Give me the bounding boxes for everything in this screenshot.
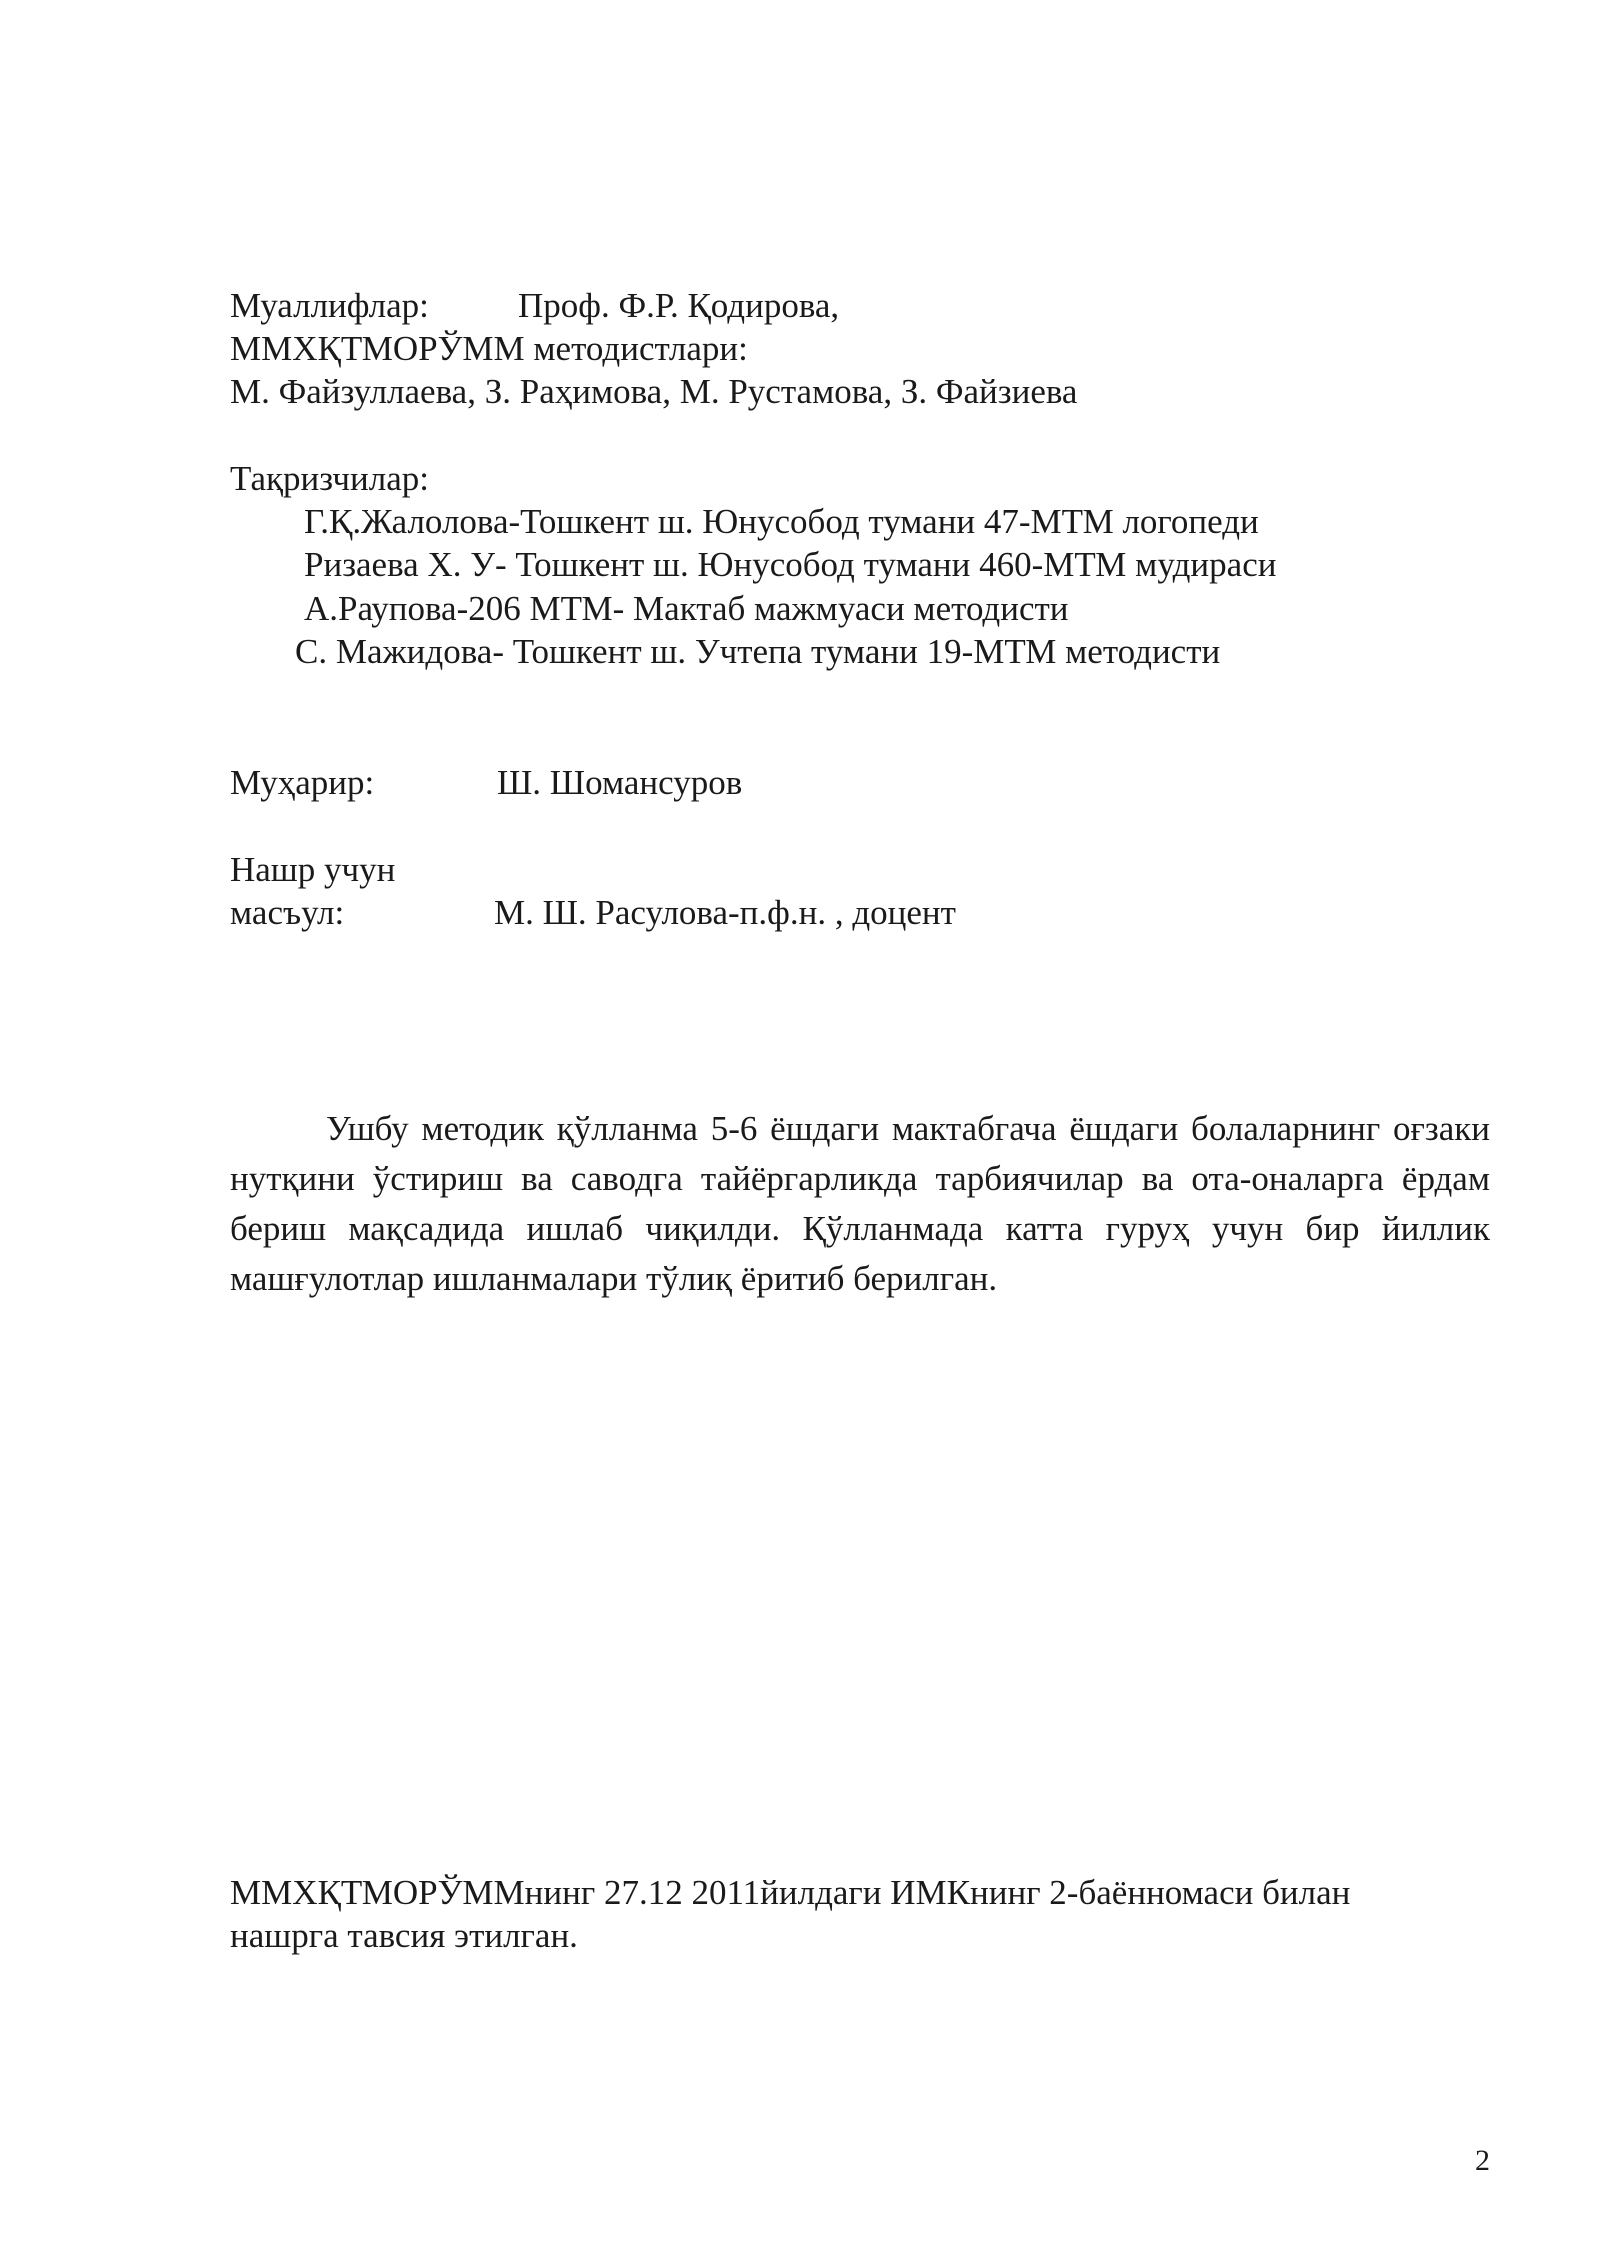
- reviewers-label: Тақризчилар:: [230, 459, 429, 498]
- page-number: 2: [1475, 2144, 1490, 2177]
- responsible-name: М. Ш. Расулова-п.ф.н. , доцент: [494, 893, 956, 932]
- recommendation-line2: нашрга тавсия этилган.: [230, 1916, 578, 1955]
- authors-label: Муаллифлар:: [230, 286, 429, 325]
- reviewer-item: А.Раупова-206 МТМ- Мактаб мажмуаси методисти: [304, 589, 1069, 628]
- reviewer-item: Ризаева Х. У- Тошкент ш. Юнусобод тумани 460-МТМ мудираси: [304, 545, 1277, 584]
- recommendation-line1: ММХҚТМОРЎММнинг 27.12 2011йилдаги ИМКнинг 2-баённомаси билан: [230, 1873, 1351, 1912]
- reviewer-item: С. Мажидова- Тошкент ш. Учтепа тумани 19-МТМ методисти: [295, 632, 1221, 671]
- editor-label: Муҳарир:: [230, 763, 375, 802]
- reviewer-item: Г.Қ.Жалолова-Тошкент ш. Юнусобод тумани 47-МТМ логопеди: [304, 502, 1259, 541]
- description-paragraph: Ушбу методик қўлланма 5-6 ёшдаги мактабгача ёшдаги болаларнинг оғзаки нутқини ўстириш ва саводга тайёргарликда тарбиячилар ва ота-оналарга ёрдам бериш мақсадида ишлаб чиқилди. Қўлланмада катта гуруҳ учун бир йиллик машғулотлар ишланмалари тўлиқ ёритиб берилган.: [230, 1109, 1490, 1298]
- methodists-names: М. Файзуллаева, З. Раҳимова, М. Рустамова, З. Файзиева: [230, 372, 1078, 411]
- editor-name: Ш. Шомансуров: [497, 763, 743, 802]
- responsible-label-line1: Нашр учун: [230, 850, 396, 889]
- responsible-label-line2: масъул:: [230, 893, 345, 932]
- first-author: Проф. Ф.Р. Қодирова,: [518, 286, 840, 325]
- methodists-label: ММХҚТМОРЎММ методистлари:: [230, 329, 748, 368]
